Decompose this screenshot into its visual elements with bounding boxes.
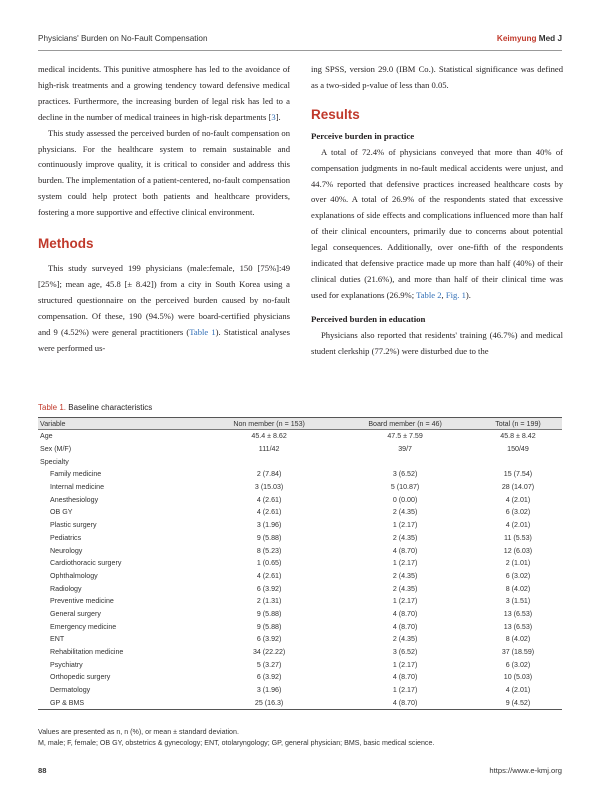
table-row [38,595,562,608]
cell-board-member: 4 (8.70) [392,609,418,618]
cell-total: 37 (18.59) [501,648,535,657]
cell-total: 6 (3.02) [505,660,531,669]
cell-total: 4 (2.01) [505,686,531,695]
baseline-table [38,417,562,710]
cell-non-member: 4 (2.61) [256,508,282,517]
cell-board-member: 3 (6.52) [392,470,418,479]
table-row [38,544,562,557]
cell-total: 45.8 ± 8.42 [500,432,536,441]
cell-variable: Anesthesiology [50,495,99,504]
cell-non-member: 111/42 [258,445,280,454]
paragraph-practice: A total of 72.4% of physicians conveyed that more than 40% of compensation judgments in no-fault medical accidents were unjust, and 44.7% reported that defensive practices increased healthcare costs by over 40%. A total of 26.9% of the respondents stated that excessive explanations of side effects and complications influenced more than half of their clinical encounters, primarily due to concerns about potential legal consequences. Additionally, over one-fifth of the respondents indicated that defensive practice made up more than half (40%) of their clinical duties (21.6%), and more than half of their clinical time was used for explanations (26.9%; Table 2, Fig. 1). [311,146,563,300]
cell-variable: Age [40,432,53,441]
journal-url[interactable]: https://www.e-kmj.org [489,766,562,775]
cell-variable: Orthopedic surgery [50,673,111,682]
right-column [311,62,563,360]
cell-variable: Ophthalmology [50,571,98,580]
cell-non-member: 5 (3.27) [256,660,282,669]
table-row [38,532,562,545]
cell-variable: Psychiatry [50,660,83,669]
table-header-row [38,418,562,430]
table-row [38,582,562,595]
cell-board-member: 2 (4.35) [392,584,418,593]
cell-non-member: 3 (15.03) [254,483,284,492]
cell-non-member: 45.4 ± 8.62 [251,432,287,441]
cell-variable: ENT [50,635,65,644]
cell-non-member: 4 (2.61) [256,571,282,580]
cell-board-member: 1 (2.17) [392,660,418,669]
cell-board-member: 1 (2.17) [392,686,418,695]
cell-total: 4 (2.01) [505,495,531,504]
cell-total: 28 (14.07) [501,483,535,492]
cell-board-member: 5 (10.87) [390,483,420,492]
cell-board-member: 4 (8.70) [392,673,418,682]
col-header-board-member: Board member (n = 46) [336,418,474,430]
cell-total [474,455,562,468]
cell-board-member: 4 (8.70) [336,696,474,709]
page-number: 88 [38,766,47,775]
table-row [38,646,562,659]
cell-board-member: 4 (8.70) [392,622,418,631]
citation-link-3[interactable]: 3 [271,111,276,122]
table-row [38,430,562,443]
cell-total: 13 (6.53) [503,622,533,631]
cell-board-member: 3 (6.52) [392,648,418,657]
cell-variable: Internal medicine [50,483,105,492]
cell-total: 4 (2.01) [505,521,531,530]
cell-total: 2 (1.01) [505,559,531,568]
cell-board-member: 2 (4.35) [392,508,418,517]
cell-variable: Radiology [50,584,82,593]
cell-non-member [202,455,336,468]
journal-name: Keimyung Med J [496,34,562,43]
table-footnotes [38,727,568,748]
cell-total: 8 (4.02) [505,584,531,593]
cell-board-member: 47.5 ± 7.59 [387,432,423,441]
table-row [38,557,562,570]
cell-variable: Family medicine [50,470,102,479]
table-row [38,671,562,684]
cell-non-member: 34 (22.22) [252,648,286,657]
cell-non-member: 3 (1.96) [256,686,282,695]
table2-link[interactable]: Table 2 [416,289,442,300]
cell-total: 13 (6.53) [503,609,533,618]
table-note-abbrev: M, male; F, female; OB GY, obstetrics & gynecology; ENT, otolaryngology; GP, general physician; BMS, basic medical science. [38,738,435,747]
subheading-practice: Perceive burden in practice [311,130,415,141]
cell-board-member: 1 (2.17) [392,521,418,530]
paragraph-aim: This study assessed the perceived burden of no-fault compensation on physicians. For the healthcare system to remain sustainable and continuously improve quality, it is critical to consider and address this burden. The implementation of a patient-centered, no-fault compensation system could help protect both patients and healthcare providers, fostering a more supportive and effective clinical environment. [38,127,290,218]
cell-non-member: 25 (16.3) [202,696,336,709]
results-heading: Results [311,106,360,122]
table-row [38,658,562,671]
paragraph-methods: This study surveyed 199 physicians (male:female, 150 [75%]:49 [25%]; mean age, 45.8 [± 8.42]) from a city in South Korea using a structured questionnaire on the perceived burden caused by no-fault compensation. Of these, 190 (94.5%) were board-certified physicians and 9 (4.52%) were general practitioners (Table 1). Statistical analyses were performed us- [38,263,290,353]
cell-non-member: 4 (2.61) [256,495,282,504]
paragraph-intro-end: medical incidents. This punitive atmosphere has led to the avoidance of high-risk treatments and a growing tendency toward defensive medical practices. Furthermore, the increasing burden of legal risk has led to a decline in the number of medical trainees in high-risk departments [3]. [38,64,290,122]
table1-link[interactable]: Table 1 [189,326,216,337]
cell-variable: Plastic surgery [50,521,97,530]
table-row [38,620,562,633]
table-row [38,481,562,494]
cell-board-member [336,455,474,468]
cell-total: 10 (5.03) [503,673,533,682]
cell-non-member: 1 (0.65) [256,559,282,568]
cell-board-member: 0 (0.00) [392,495,418,504]
cell-variable: General surgery [50,609,101,618]
cell-non-member: 2 (7.84) [256,470,282,479]
cell-variable: Dermatology [50,686,91,695]
table-row [38,608,562,621]
table-row [38,696,562,709]
col-header-variable: Variable [38,418,202,430]
cell-variable: Pediatrics [50,533,82,542]
col-header-total: Total (n = 199) [474,418,562,430]
cell-board-member: 2 (4.35) [392,571,418,580]
left-column [38,62,290,357]
cell-board-member: 2 (4.35) [392,533,418,542]
cell-variable: Neurology [50,546,83,555]
table-row [38,443,562,456]
cell-non-member: 6 (3.92) [256,584,282,593]
table-caption: Table 1. Baseline characteristics [38,403,153,412]
cell-board-member: 4 (8.70) [392,546,418,555]
header-divider [38,50,562,51]
cell-variable: Rehabilitation medicine [50,648,124,657]
cell-total: 9 (4.52) [474,696,562,709]
cell-total: 15 (7.54) [503,470,533,479]
table-row [38,519,562,532]
cell-variable: OB GY [50,508,73,517]
cell-non-member: 9 (5.88) [256,609,282,618]
cell-variable: Cardiothoracic surgery [50,559,122,568]
running-title: Physicians' Burden on No-Fault Compensation [38,34,208,43]
table-note-values: Values are presented as n, n (%), or mean ± standard deviation. [38,728,239,736]
table-row [38,633,562,646]
table-row [38,455,562,468]
cell-total: 6 (3.02) [505,571,531,580]
table-row [38,468,562,481]
cell-total: 12 (6.03) [503,546,533,555]
paragraph-stats: ing SPSS, version 29.0 (IBM Co.). Statistical significance was defined as a two-sided p-value of less than 0.05. [311,64,563,90]
subheading-education: Perceived burden in education [311,313,426,324]
cell-variable: Emergency medicine [50,622,117,631]
cell-non-member: 9 (5.88) [256,533,282,542]
cell-variable: Sex (M/F) [40,445,72,454]
col-header-non-member: Non member (n = 153) [202,418,336,430]
cell-non-member: 8 (5.23) [256,546,282,555]
cell-variable: GP & BMS [38,696,202,709]
cell-board-member: 39/7 [398,445,412,454]
cell-variable: Specialty [40,457,69,466]
cell-board-member: 1 (2.17) [392,559,418,568]
cell-total: 11 (5.53) [504,533,532,542]
cell-total: 3 (1.51) [505,597,531,606]
table-row [38,493,562,506]
fig1-link[interactable]: Fig. 1 [445,289,466,300]
cell-non-member: 6 (3.92) [256,673,282,682]
running-header [38,34,562,46]
cell-non-member: 3 (1.96) [256,521,282,530]
cell-board-member: 2 (4.35) [392,635,418,644]
cell-non-member: 9 (5.88) [256,622,282,631]
paragraph-education: Physicians also reported that residents' training (46.7%) and medical student clerkship (77.2%) were disturbed due to the [311,329,563,356]
cell-board-member: 1 (2.17) [392,597,418,606]
table-row [38,684,562,697]
table-row [38,570,562,583]
cell-total: 150/49 [507,445,529,454]
methods-heading: Methods [38,236,94,252]
table-row [38,506,562,519]
cell-non-member: 6 (3.92) [256,635,282,644]
cell-variable: Preventive medicine [50,597,114,606]
cell-non-member: 2 (1.31) [256,597,282,606]
cell-total: 8 (4.02) [505,635,531,644]
cell-total: 6 (3.02) [505,508,531,517]
